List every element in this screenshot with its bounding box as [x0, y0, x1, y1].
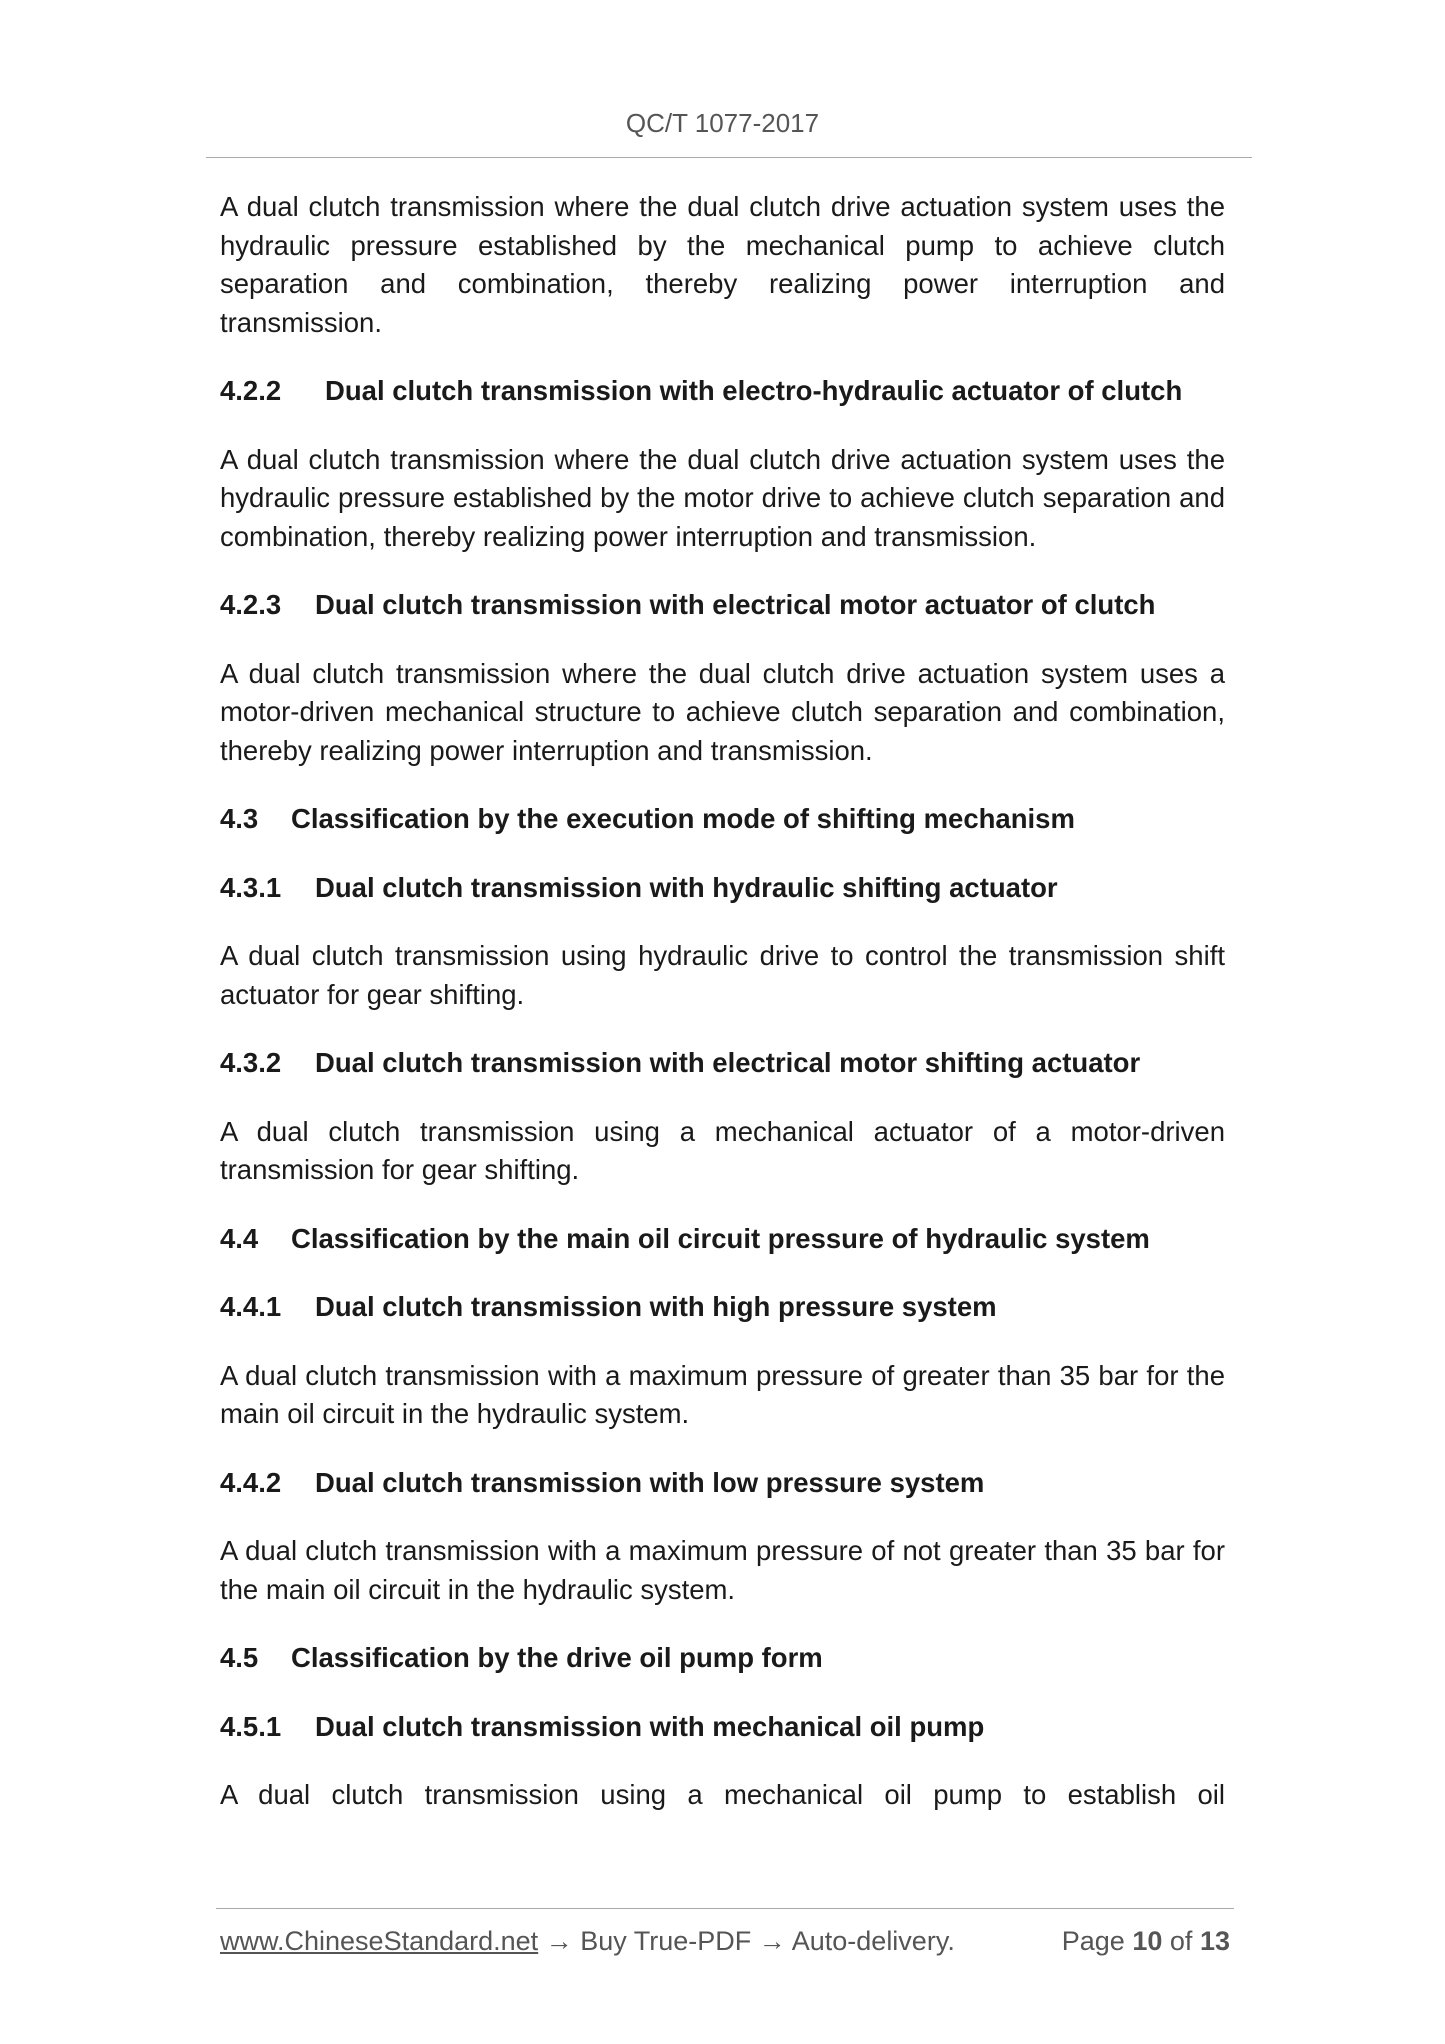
section-heading-4-3	[220, 800, 1225, 839]
section-number: 4.5.1	[220, 1710, 282, 1742]
section-title: Dual clutch transmission with electrical motor actuator of clutch	[315, 589, 1156, 620]
section-number: 4.3.2	[220, 1047, 282, 1078]
section-title: Dual clutch transmission with hydraulic shifting actuator	[315, 871, 1058, 903]
section-number: 4.2.2	[220, 375, 282, 406]
section-heading-4-4-1	[220, 1288, 1225, 1327]
paragraph: A dual clutch transmission where the dual clutch drive actuation system uses a motor-driven mechanical structure to achieve clutch separation and combination, thereby realizing power interruption and transmission.	[220, 657, 1225, 766]
paragraph: A dual clutch transmission using a mechanical oil pump to establish oil	[220, 1779, 1225, 1810]
document-code: QC/T 1077-2017	[625, 108, 820, 138]
section-heading-4-3-2	[220, 1044, 1225, 1083]
page-label: Page	[1061, 1926, 1125, 1956]
section-heading-4-2-2	[220, 372, 1225, 411]
section-number: 4.2.3	[220, 589, 282, 620]
section-number: 4.4.1	[220, 1291, 282, 1322]
paragraph: A dual clutch transmission where the dual clutch drive actuation system uses the hydraulic pressure established by the motor drive to achieve clutch separation and combination, thereby realizing power interruption and transmission.	[220, 443, 1225, 552]
section-heading-4-2-3	[220, 586, 1225, 625]
section-heading-4-5	[220, 1639, 1225, 1678]
footer-promo	[220, 1926, 955, 1957]
site-link[interactable]: www.ChineseStandard.net	[220, 1926, 539, 1956]
section-number: 4.5	[220, 1642, 259, 1673]
page-total: 13	[1199, 1926, 1230, 1956]
section-title: Classification by the main oil circuit pressure of hydraulic system	[291, 1222, 1150, 1254]
paragraph: A dual clutch transmission using a mechanical actuator of a motor-driven transmission for gear shifting.	[220, 1115, 1225, 1185]
section-heading-4-3-1	[220, 869, 1225, 908]
paragraph: A dual clutch transmission with a maximum pressure of not greater than 35 bar for the main oil circuit in the hydraulic system.	[220, 1535, 1225, 1605]
section-heading-4-4-2	[220, 1464, 1225, 1503]
document-body	[220, 188, 1225, 1845]
section-title: Dual clutch transmission with low pressure system	[315, 1466, 985, 1498]
section-heading-4-5-1	[220, 1708, 1225, 1747]
page-footer	[220, 1926, 1230, 1957]
section-title: Dual clutch transmission with electro-hydraulic actuator of clutch	[325, 375, 1183, 406]
header-divider	[206, 157, 1252, 158]
paragraph: A dual clutch transmission with a maximum pressure of greater than 35 bar for the main oil circuit in the hydraulic system.	[220, 1359, 1225, 1429]
section-title: Classification by the drive oil pump form	[291, 1642, 823, 1673]
section-number: 4.4.2	[220, 1466, 282, 1498]
section-number: 4.4	[220, 1222, 259, 1254]
section-title: Dual clutch transmission with high pressure system	[315, 1291, 997, 1322]
footer-tagline: → Buy True-PDF → Auto-delivery.	[538, 1926, 955, 1956]
section-number: 4.3	[220, 803, 259, 834]
section-title: Dual clutch transmission with electrical motor shifting actuator	[315, 1047, 1141, 1078]
section-title: Classification by the execution mode of shifting mechanism	[291, 803, 1075, 834]
paragraph: A dual clutch transmission using hydraulic drive to control the transmission shift actuator for gear shifting.	[220, 940, 1225, 1010]
section-number: 4.3.1	[220, 871, 282, 903]
footer-divider	[216, 1908, 1234, 1909]
page-current: 10	[1132, 1926, 1163, 1956]
page-of-label: of	[1169, 1926, 1193, 1956]
paragraph: A dual clutch transmission where the dual clutch drive actuation system uses the hydraulic pressure established by the mechanical pump to achieve clutch separation and combination, thereby realizing power interruption and transmission.	[220, 191, 1225, 338]
page-indicator	[1062, 1926, 1230, 1957]
section-title: Dual clutch transmission with mechanical oil pump	[315, 1710, 985, 1742]
section-heading-4-4	[220, 1220, 1225, 1259]
